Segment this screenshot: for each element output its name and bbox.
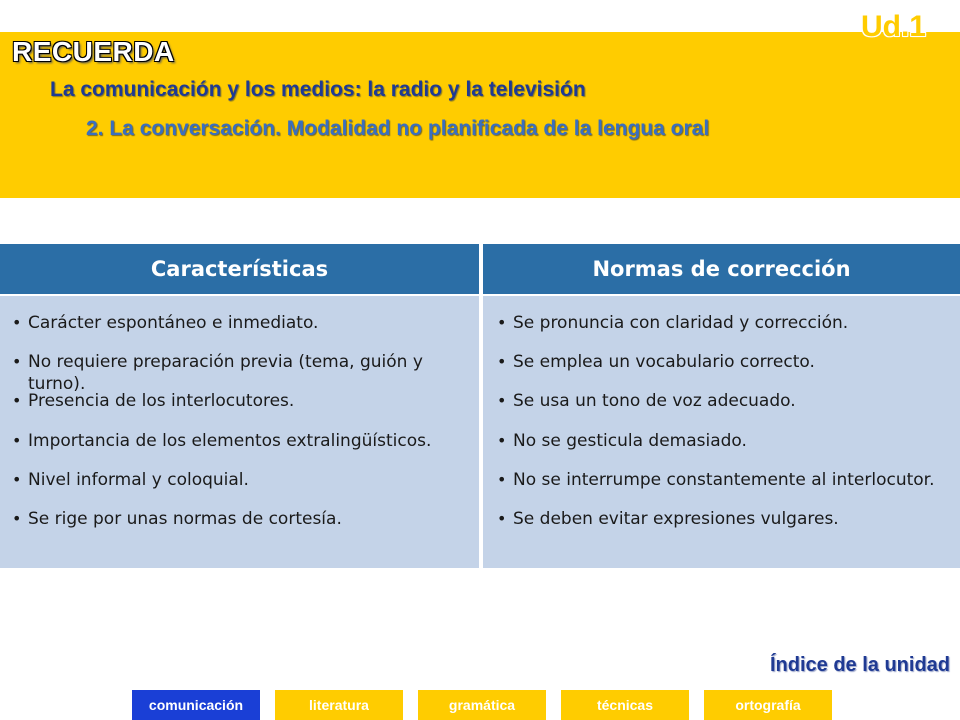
unit-badge: Ud.1 — [860, 10, 926, 43]
nav-button-ortografia[interactable]: ortografía — [704, 690, 832, 720]
list-item-text: Se emplea un vocabulario correcto. — [513, 352, 815, 373]
characteristics-heading: Características — [0, 244, 479, 296]
list-item-text: Se rige por unas normas de cortesía. — [28, 508, 342, 529]
section-nav — [132, 690, 832, 720]
bullet-icon: • — [12, 391, 22, 411]
list-item-text: No se gesticula demasiado. — [513, 430, 747, 451]
list-item — [497, 312, 960, 351]
comparison-table — [0, 244, 960, 568]
list-item — [497, 508, 960, 547]
recuerda-title: RECUERDA — [12, 36, 175, 67]
characteristics-list — [0, 296, 479, 568]
bullet-icon: • — [497, 352, 507, 372]
nav-button-literatura[interactable]: literatura — [275, 690, 403, 720]
bullet-icon: • — [497, 391, 507, 411]
bullet-icon: • — [12, 352, 22, 372]
list-item — [497, 351, 960, 390]
list-item — [497, 469, 960, 508]
section-title: 2. La conversación. Modalidad no planificada de la lengua oral — [86, 117, 710, 140]
correction-rules-column — [483, 244, 960, 568]
list-item-text: Se deben evitar expresiones vulgares. — [513, 508, 839, 529]
list-item — [12, 312, 479, 351]
nav-button-comunicacion[interactable]: comunicación — [132, 690, 260, 720]
bullet-icon: • — [12, 430, 22, 450]
list-item — [497, 430, 960, 469]
list-item-text: Importancia de los elementos extralingüísticos. — [28, 430, 432, 451]
bullet-icon: • — [497, 469, 507, 489]
nav-button-gramatica[interactable]: gramática — [418, 690, 546, 720]
list-item-text: Carácter espontáneo e inmediato. — [28, 313, 319, 333]
bullet-icon: • — [497, 430, 507, 450]
list-item — [497, 390, 960, 429]
list-item — [12, 508, 479, 547]
list-item-text: Presencia de los interlocutores. — [28, 391, 295, 412]
list-item — [12, 390, 479, 429]
list-item-text: No requiere preparación previa (tema, guión y turno). — [28, 352, 423, 395]
unit-index-link[interactable]: Índice de la unidad — [769, 654, 950, 676]
list-item — [12, 430, 479, 469]
list-item — [12, 351, 479, 395]
bullet-icon: • — [497, 508, 507, 528]
list-item — [12, 469, 479, 508]
characteristics-column — [0, 244, 479, 568]
bullet-icon: • — [12, 313, 22, 332]
bullet-icon: • — [12, 469, 22, 489]
list-item-text: No se interrumpe constantemente al interlocutor. — [513, 469, 935, 490]
nav-button-tecnicas[interactable]: técnicas — [561, 690, 689, 720]
bullet-icon: • — [12, 508, 22, 528]
list-item-text: Se pronuncia con claridad y corrección. — [513, 313, 849, 333]
list-item-text: Se usa un tono de voz adecuado. — [513, 391, 796, 412]
topic-title: La comunicación y los medios: la radio y la televisión — [50, 78, 586, 101]
correction-rules-list — [483, 296, 960, 568]
correction-rules-heading: Normas de corrección — [483, 244, 960, 296]
list-item-text: Nivel informal y coloquial. — [28, 469, 249, 490]
bullet-icon: • — [497, 313, 507, 332]
